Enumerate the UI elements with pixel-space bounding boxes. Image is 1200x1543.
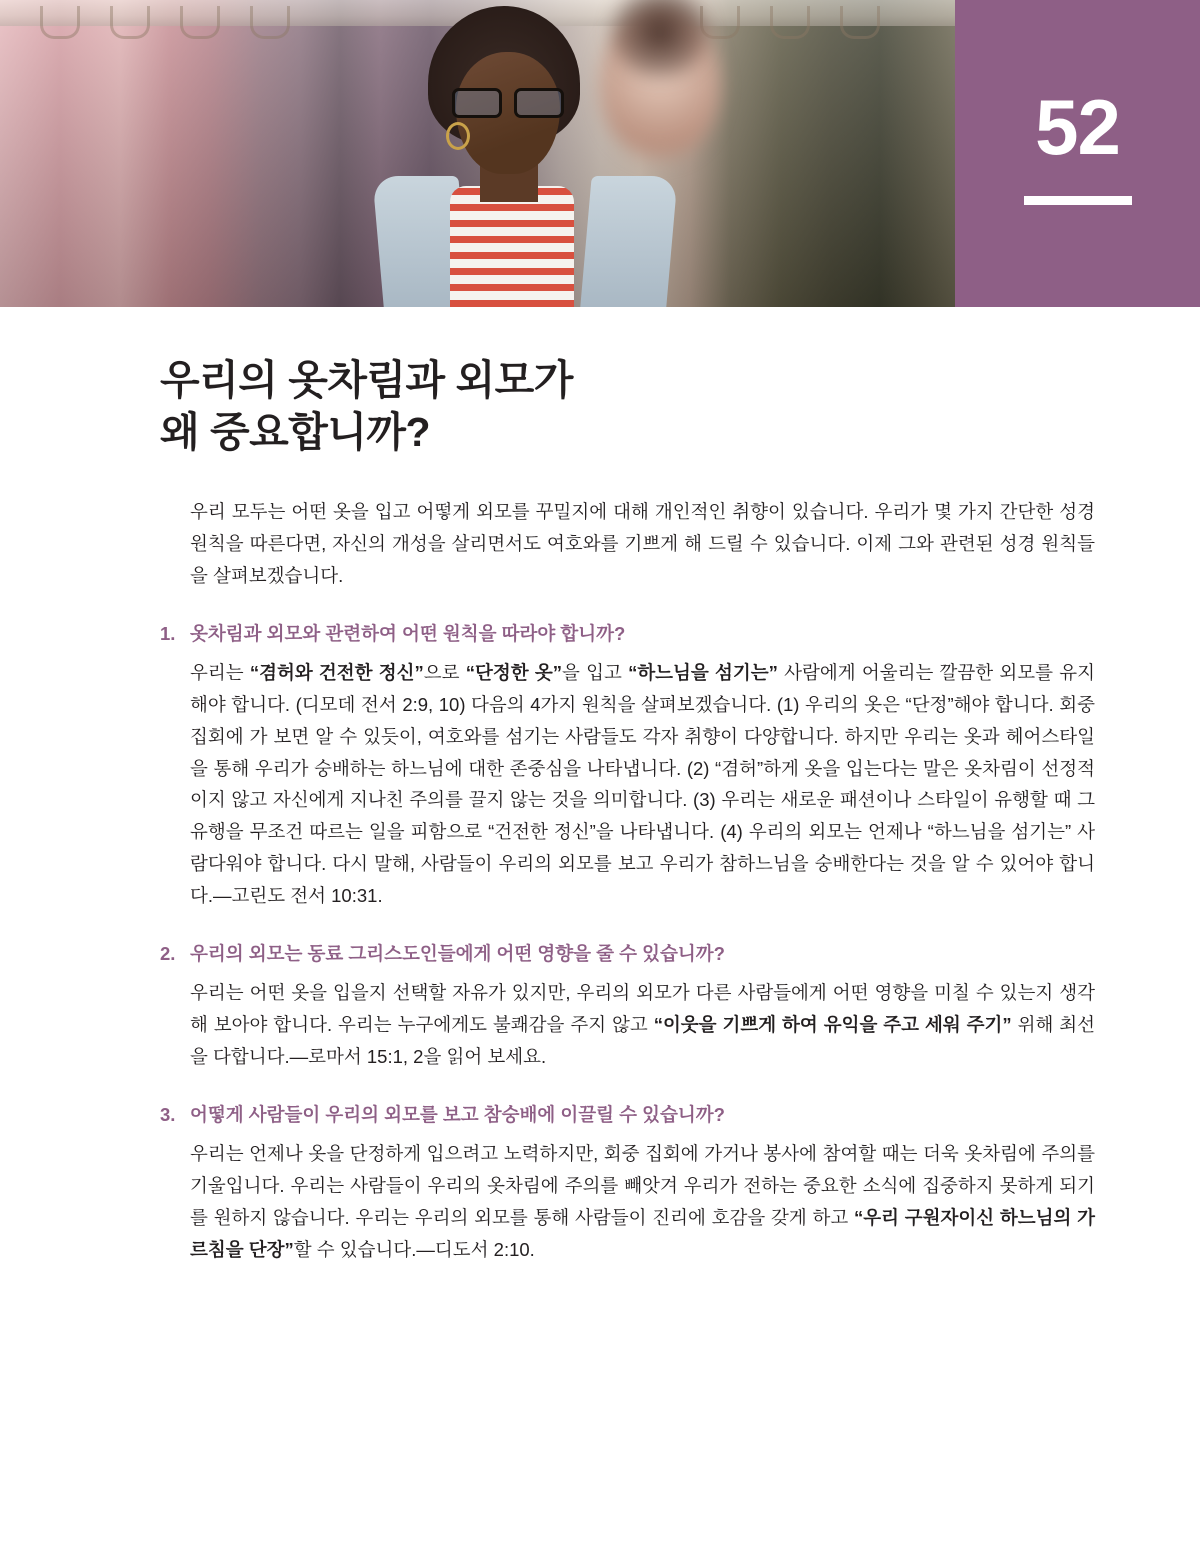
answer-text: 할 수 있습니다.—디도서 2:10.	[293, 1238, 535, 1260]
hanger-icon	[40, 6, 80, 39]
page-title	[160, 354, 1095, 458]
hanger-icon	[110, 6, 150, 39]
hanger-icon	[770, 6, 810, 39]
hanger-icon	[840, 6, 880, 39]
page-number: 52	[1035, 83, 1120, 171]
question-number: 3.	[160, 1103, 176, 1125]
answer-emphasis: “우리 구원자이신 하느님의 가르침을 단장”	[190, 1206, 1095, 1260]
article-content	[0, 354, 1200, 1266]
question-text: 우리의 외모는 동료 그리스도인들에게 어떤 영향을 줄 수 있습니까?	[190, 942, 725, 964]
question-number: 2.	[160, 942, 176, 964]
foreground-woman	[372, 0, 672, 307]
jacket-right	[580, 176, 677, 307]
striped-shirt	[450, 186, 574, 307]
answer-paragraph	[190, 1138, 1095, 1265]
question-text: 옷차림과 외모와 관련하여 어떤 원칙을 따라야 합니까?	[190, 622, 626, 644]
question-text: 어떻게 사람들이 우리의 외모를 보고 참숭배에 이끌릴 수 있습니까?	[190, 1103, 725, 1125]
answer-text: 사람에게 어울리는 깔끔한 외모를 유지해야 합니다. (디모데 전서 2:9, 10) 다음의 4가지 원칙을 살펴보겠습니다. (1) 우리의 옷은 “단정”해야 합니다. 회중 집회에 가 보면 알 수 있듯이, 여호와를 섬기는 사람들도 각자 취향이 다양합니다. 하지만 우리는 옷과 헤어스타일을 통해 우리가 숭배하는 하느님에 대한 존중심을 나타냅니다. (2) “겸허”하게 옷을 입는다는 말은 옷차림이 선정적이지 않고 자신에게 지나친 주의를 끌지 않는 것을 의미합니다. (3) 우리는 새로운 패션이나 스타일이 유행할 때 그 유행을 무조건 따르는 일을 피함으로 “건전한 정신”을 나타냅니다. (4) 우리의 외모는 언제나 “하느님을 섬기는” 사람다워야 합니다. 다시 말해, 사람들이 우리의 외모를 보고 우리가 참하느님을 숭배한다는 것을 알 수 있어야 합니다.—고린도 전서 10:31.	[190, 662, 1095, 906]
glasses-icon	[452, 88, 564, 112]
question-block	[160, 1100, 1095, 1130]
hanger-icon	[250, 6, 290, 39]
question-block	[160, 619, 1095, 649]
page-number-box	[955, 0, 1200, 307]
answer-text: 위해 최선을 다합니다.—로마서 15:1, 2을 읽어 보세요.	[190, 1014, 1096, 1067]
intro-paragraph: 우리 모두는 어떤 옷을 입고 어떻게 외모를 꾸밀지에 대해 개인적인 취향이 있습니다. 우리가 몇 가지 간단한 성경 원칙을 따른다면, 자신의 개성을 살리면서도 여호와를 기쁘게 해 드릴 수 있습니다. 이제 그와 관련된 성경 원칙들을 살펴보겠습니다.	[190, 501, 1095, 586]
title-line-1: 우리의 옷차림과 외모가	[160, 357, 573, 403]
answer-emphasis: “겸허와 건전한 정신”	[249, 662, 424, 684]
answer-text: 으로	[423, 662, 466, 684]
question-block	[160, 939, 1095, 969]
answer-emphasis: “단정한 옷”	[465, 662, 562, 684]
earring-icon	[446, 122, 470, 150]
page-header	[0, 0, 1200, 307]
hanger-icon	[180, 6, 220, 39]
question-number: 1.	[160, 622, 176, 644]
page-number-underline	[1024, 196, 1132, 205]
answer-text: 우리는	[190, 662, 250, 684]
answer-emphasis: “하느님을 섬기는”	[628, 662, 778, 684]
answer-text: 우리는 어떤 옷을 입을지 선택할 자유가 있지만, 우리의 외모가 다른 사람들에게 어떤 영향을 미칠 수 있는지 생각해 보아야 합니다. 우리는 누구에게도 불쾌감을 주지 않고	[190, 982, 1095, 1036]
hero-photo	[0, 0, 955, 307]
answer-emphasis: “이웃을 기쁘게 하여 유익을 주고 세워 주기”	[653, 1014, 1012, 1036]
questions-container	[160, 619, 1095, 1266]
answer-paragraph	[190, 977, 1095, 1072]
title-line-2: 왜 중요합니까?	[160, 409, 431, 456]
answer-paragraph	[190, 657, 1095, 912]
answer-text: 을 입고	[561, 662, 629, 684]
answer-text: 우리는 언제나 옷을 단정하게 입으려고 노력하지만, 회중 집회에 가거나 봉사에 참여할 때는 더욱 옷차림에 주의를 기울입니다. 우리는 사람들이 우리의 옷차림에 주의를 빼앗겨 우리가 전하는 중요한 소식에 집중하지 못하게 되기를 원하지 않습니다. 우리는 우리의 외모를 통해 사람들이 진리에 호감을 갖게 하고	[190, 1143, 1095, 1228]
